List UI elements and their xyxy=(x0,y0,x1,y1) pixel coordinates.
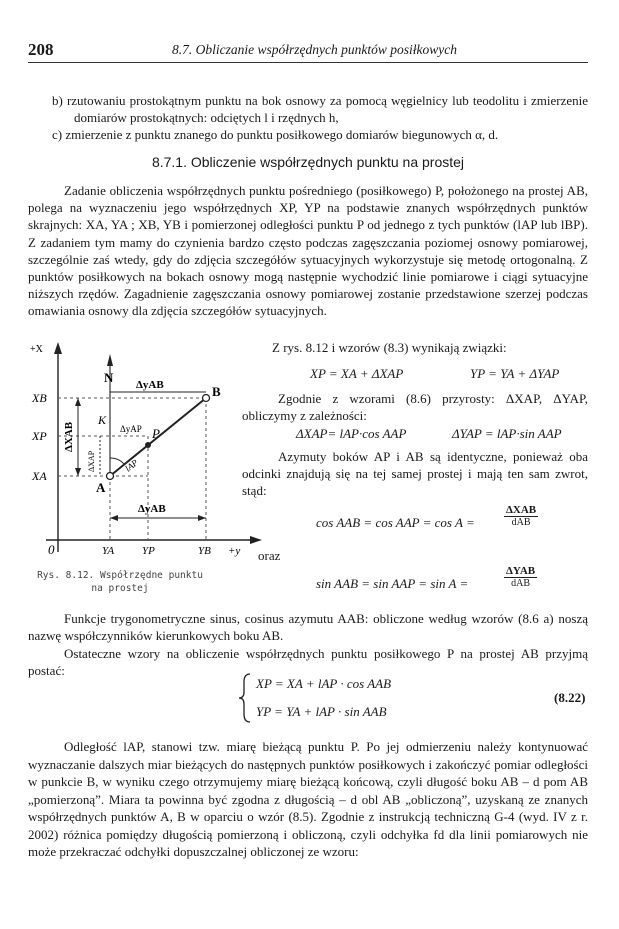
figure-caption xyxy=(30,569,210,595)
point-b xyxy=(203,395,210,402)
section-title: 8.7.1. Obliczenie współrzędnych punktu na prostej xyxy=(151,154,465,170)
label-xa: XA xyxy=(32,469,47,483)
figure-caption-line1: Rys. 8.12. Współrzędne punktu xyxy=(37,570,203,581)
eq3-den: dAB xyxy=(511,517,531,528)
label-dyab-bottom: ΔyAB xyxy=(138,503,166,515)
list-item-b: b) rzutowaniu prostokątnym punktu na bok osnowy za pomocą węgielnicy lub teodolitu i zmierzenie domiarów prostokątnych: odciętych l i rzędnych h, xyxy=(52,93,588,125)
label-yp: YP xyxy=(142,545,155,557)
north-arrow xyxy=(107,354,113,366)
label-dyap: ΔyAP xyxy=(120,424,142,434)
list-item-c: c) zmierzenie z punktu znanego do punktu posiłkowego domiarów biegunowych α, d. xyxy=(52,127,499,142)
label-a: A xyxy=(96,480,106,495)
final-eq-line1: XP = XA + lAP · cos AAB xyxy=(256,676,392,691)
label-k: K xyxy=(98,413,107,427)
azimuth-arc xyxy=(110,458,124,464)
running-title: 8.7. Obliczanie współrzędnych punktów posiłkowych xyxy=(172,42,457,57)
eq4-num: ΔYAB xyxy=(506,565,536,577)
eq3-fraction xyxy=(504,504,538,528)
header-rule xyxy=(28,62,588,63)
oraz: oraz xyxy=(258,548,281,563)
label-lap: lAP xyxy=(123,457,140,474)
figure-caption-line2: na prostej xyxy=(91,583,149,594)
brace-icon xyxy=(238,672,252,724)
point-p xyxy=(145,442,151,448)
label-b: B xyxy=(212,384,221,399)
rc-azymuty: Azymuty boków AP i AB są identyczne, ponieważ oba odcinki znajdują się na tej samej prostej i mają ten sam zwrot, stąd: xyxy=(242,449,588,498)
final-eq-line2: YP = YA + lAP · sin AAB xyxy=(256,704,387,719)
eq3-num: ΔXAB xyxy=(506,504,537,516)
page-number: 208 xyxy=(28,40,54,59)
y-axis-arrow xyxy=(250,536,262,544)
label-plus-y: +y xyxy=(228,545,241,557)
eq3-lhs: cos AAB = cos AAP = cos A = xyxy=(316,515,475,530)
label-xb: XB xyxy=(32,391,47,405)
label-dxap: ΔXAP xyxy=(87,450,96,472)
label-origin: 0 xyxy=(48,542,55,557)
label-yb: YB xyxy=(198,545,211,557)
figure-coordinates xyxy=(28,340,268,570)
eq1a: XP = XA + ΔXAP xyxy=(310,366,404,381)
eq4-fraction xyxy=(504,565,537,589)
eq1b: YP = YA + ΔYAP xyxy=(470,366,560,381)
equation-number: (8.22) xyxy=(554,690,586,705)
label-n: N xyxy=(104,370,114,385)
point-a xyxy=(107,473,114,480)
rc-intro: Z rys. 8.12 i wzorów (8.3) wynikają związki: xyxy=(272,340,507,355)
eq2a: ΔXAP= lAP·cos AAP xyxy=(296,426,407,441)
label-ya: YA xyxy=(102,545,115,557)
label-dyab-top: ΔyAB xyxy=(136,379,164,391)
label-dxab: ΔXAB xyxy=(63,421,75,452)
para-ostateczne: Ostateczne wzory na obliczenie współrzędnych punktu posiłkowego P na prostej AB przyjmą postać: xyxy=(28,646,588,679)
label-plus-x: +X xyxy=(30,344,43,355)
x-axis-arrow xyxy=(54,342,62,354)
intro-paragraph: Zadanie obliczenia współrzędnych punktu pośredniego (posiłkowego) P, położonego na prostej AB, polega na wyznaczeniu jego współrzędnych XP, YP na podstawie znanych współrzędnych punktów skrajnych: XA, YA ; XB, YB i pomierzonej odległości punktu P od jednego z tych punktów (lAP lub lBP). Z zadaniem tym mamy do czynienia bardzo często podczas zagęszczania poziomej osnowy pomiarowej, szczególnie zaś wtedy, gdy do zdjęcia szczegółów sytuacyjnych wykorzystuje się metodę ortogonalną. Z punktów posiłkowych na bokach osnowy mogą następnie wychodzić linie pomiarowe i ciągi sytuacyjne niższych rzędów. Zagadnienie zagęszczania osnowy pomiarowej zostanie przedstawione szerzej podczas omawiania osnowy dla zdjęcia szczegółów sytuacyjnych. xyxy=(28,183,588,319)
label-p: P xyxy=(152,426,160,441)
eq4-lhs: sin AAB = sin AAP = sin A = xyxy=(316,576,469,591)
eq4-den: dAB xyxy=(511,578,531,589)
label-xp: XP xyxy=(32,429,47,443)
rc-przyrosty: Zgodnie z wzorami (8.6) przyrosty: ΔXAP, ΔYAP, obliczymy z zależności: xyxy=(242,391,588,423)
eq2b: ΔYAP = lAP·sin AAP xyxy=(452,426,562,441)
para-final: Odległość lAP, stanowi tzw. miarę bieżącą punktu P. Po jej odmierzeniu należy kontynuować wyznaczanie dalszych miar bieżących do następnych punktów posiłkowych i zakończyć pomiar odległości w punkcie B, w wyniku czego otrzymujemy miarę bieżącą końcową, czyli długość boku AB – d pom AB „pomierzoną”. Miara ta powinna być zgodna z długością – d obl AB „obliczoną”, uzyskaną ze znanych współrzędnych punktów A, B w oparciu o wzór (8.5). Zgodnie z instrukcją techniczną G-4 (wyd. IV z r. 2002) różnica pomiędzy długością pomierzoną i obliczoną, czyli odchyłka fd dla linii pomiarowych nie może przekraczać odchyłki dopuszczalnej obliczonej ze wzoru: xyxy=(28,739,588,859)
para-funkcje: Funkcje trygonometryczne sinus, cosinus azymutu AAB: obliczone według wzorów (8.6 a) noszą nazwę współczynników kierunkowych boku AB. xyxy=(28,611,588,644)
